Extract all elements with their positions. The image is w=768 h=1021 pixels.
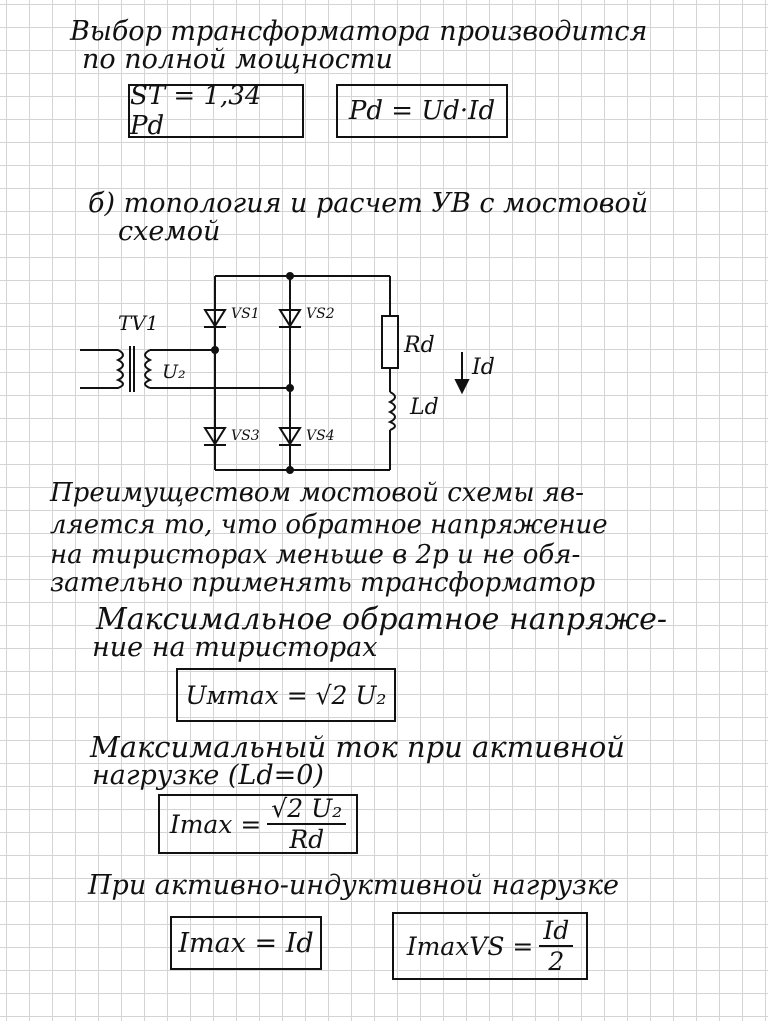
advantage-line-1: Преимуществом мостовой схемы яв- [50,478,584,508]
max-voltage-heading-line-2: ние на тиристорах [92,632,378,663]
section-b-title-line-2: схемой [118,216,221,247]
formula-imax-active [158,794,358,854]
thyristor-vs2-label: VS2 [306,306,335,322]
inductor-ld [390,392,395,430]
formula-imax-active-lhs: Imax = [169,809,262,839]
fraction-numerator: Id [539,916,573,947]
fraction-denominator: 2 [548,947,565,976]
winding-label: U₂ [162,361,186,383]
transformer-secondary [145,350,150,388]
formula-imax-active-fraction [267,794,346,854]
formula-imax-vs-lhs: ImaxVS = [406,931,534,961]
thyristor-vs3-label: VS3 [231,428,260,444]
resistor-label: Rd [404,333,435,358]
max-voltage-heading-line-1: Максимальное обратное напряже- [96,602,667,637]
inductor-label: Ld [410,395,439,420]
current-arrow-head [456,380,468,392]
junction-dot [212,347,218,353]
thyristor-vs1-label: VS1 [231,306,260,322]
fraction-denominator: Rd [289,825,325,854]
advantage-line-4: зательно применять трансформатор [50,568,596,598]
transformer-primary [80,350,123,388]
resistor-rd [382,316,398,368]
formula-umax: Uᴍmax = √2 U₂ [176,668,396,722]
junction-dot [287,273,293,279]
advantage-line-3: на тиристорах меньше в 2р и не обя- [50,540,581,570]
formula-pd: Pd = Ud·Id [336,84,508,138]
section-b-title-line-1: б) топология и расчет УВ с мостовой [88,188,649,219]
fraction-numerator: √2 U₂ [267,794,346,825]
formula-st: ST = 1,34 Pd [128,84,304,138]
max-current-heading-line-1: Максимальный ток при активной [90,730,625,764]
inductive-load-heading: При активно-индуктивной нагрузке [88,870,619,901]
heading-transformer-line-1: Выбор трансформатора производится [70,16,648,47]
heading-transformer-line-2: по полной мощности [82,44,393,75]
max-current-heading-line-2: нагрузке (Ld=0) [92,760,324,791]
thyristor-vs4-label: VS4 [306,428,335,444]
formula-imax-vs-fraction [539,916,573,976]
formula-imax-vs [392,912,588,980]
junction-dot [287,385,293,391]
transformer-label: TV1 [118,311,159,335]
current-label: Id [472,355,495,380]
advantage-line-2: ляется то, что обратное напряжение [50,510,608,540]
junction-dot [287,467,293,473]
formula-imax-inductive: Imax = Id [170,916,322,970]
